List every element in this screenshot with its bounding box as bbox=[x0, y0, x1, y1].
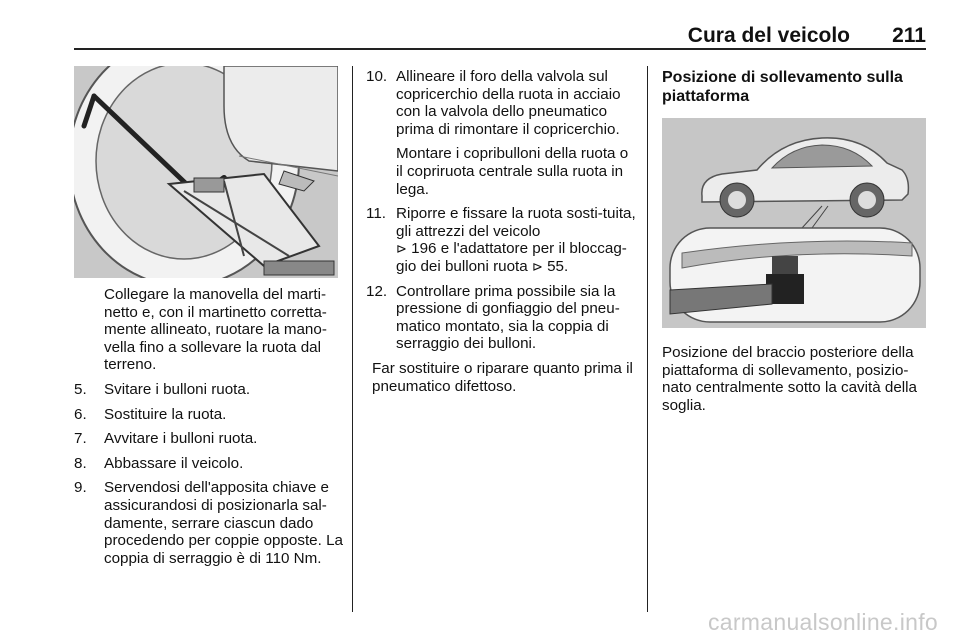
section-title: Cura del veicolo bbox=[687, 24, 850, 47]
figure-caption: Posizione del braccio posteriore della piattaforma di sollevamento, posizio-nato centralmente sotto la cavità della soglia. bbox=[662, 344, 917, 414]
section-heading: Posizione di sollevamento sulla piattaforma bbox=[662, 69, 903, 105]
page-ref-arrow-icon: ⊳ bbox=[531, 258, 543, 274]
list-item: 6. Sostituire la ruota. bbox=[74, 405, 227, 423]
list-item: 7. Avvitare i bulloni ruota. bbox=[74, 430, 258, 448]
page-ref-link[interactable]: 55. bbox=[547, 257, 569, 275]
list-item: 10. Allineare il foro della valvola sul copricerchio della ruota in acciaio con la valvola dello pneumatico prima di rimontare il copricerchio. Montare i copribulloni della ruota o il copriruota centrale sulla ruota in lega. bbox=[366, 68, 636, 198]
lift-figure bbox=[662, 118, 926, 328]
page-ref-arrow-icon: ⊳ bbox=[396, 241, 407, 257]
column-3 bbox=[662, 68, 928, 106]
column-3-caption bbox=[662, 344, 928, 414]
jack-and-crank-icon bbox=[74, 66, 338, 278]
car-lift-point-icon bbox=[662, 118, 926, 328]
column-1 bbox=[74, 286, 346, 574]
list-item: 11. Riporre e fissare la ruota sosti-tuita, gli attrezzi del veicolo ⊳ 196 e l'adattatore per il bloccag-gio dei bulloni ruota ⊳ 55. bbox=[366, 205, 636, 275]
closing-text: Far sostituire o riparare quanto prima il pneumatico difettoso. bbox=[372, 359, 633, 395]
page-number: 211 bbox=[892, 24, 926, 47]
intro-text: Collegare la manovella del marti-netto e, con il martinetto corretta-mente allineato, ruotare la mano-vella fino a sollevare la ruota dal terreno. bbox=[104, 286, 327, 374]
list-item: 9. Servendosi dell'apposita chiave e assicurandosi di posizionarla sal-damente, serrare ciascun dado procedendo per coppie opposte. La coppia di serraggio è di 110 Nm. bbox=[74, 479, 343, 567]
column-2 bbox=[366, 68, 636, 395]
steps-list-1 bbox=[74, 381, 346, 567]
page-ref-link[interactable]: 196 bbox=[411, 240, 437, 258]
watermark: carmanualsonline.info bbox=[707, 609, 938, 635]
step-note: Montare i copribulloni della ruota o il copriruota centrale sulla ruota in lega. bbox=[396, 145, 629, 198]
header-rule bbox=[74, 48, 926, 50]
steps-list-2 bbox=[366, 68, 636, 353]
jack-figure bbox=[74, 66, 338, 278]
list-item: 12. Controllare prima possibile sia la pressione di gonfiaggio del pneu-matico montato, sia la coppia di serraggio dei bulloni. bbox=[366, 282, 620, 353]
column-divider-2 bbox=[647, 66, 648, 612]
list-item: 8. Abbassare il veicolo. bbox=[74, 454, 244, 472]
list-item: 5. Svitare i bulloni ruota. bbox=[74, 380, 251, 398]
page-header bbox=[74, 22, 926, 48]
column-divider-1 bbox=[352, 66, 353, 612]
